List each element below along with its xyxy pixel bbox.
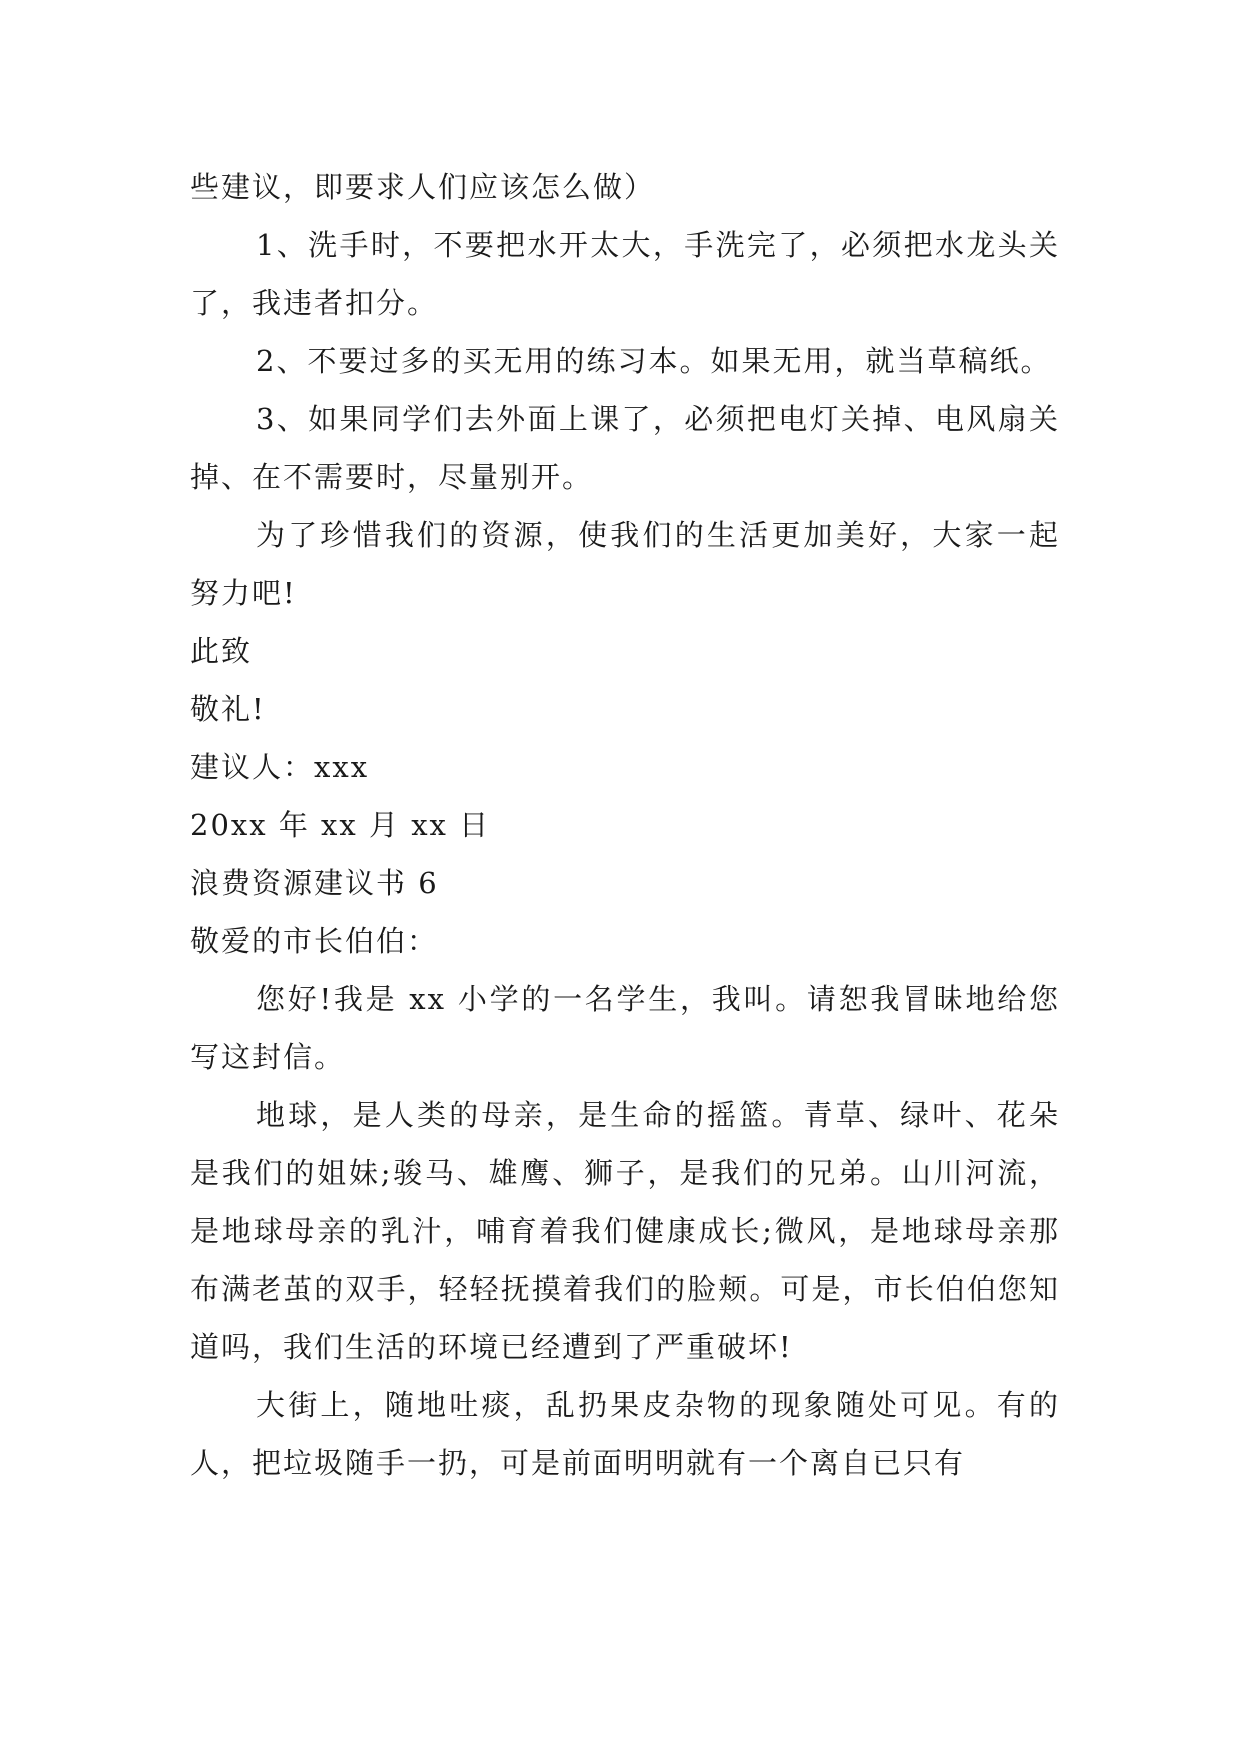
signature-proposer: 建议人：xxx xyxy=(190,750,370,784)
salutation-jingli: 敬礼! xyxy=(190,692,266,726)
salutation-cizhi: 此致 xyxy=(190,634,253,668)
letter-body-street: 大街上，随地吐痰，乱扔果皮杂物的现象随处可见。有的人，把垃圾随手一扔，可是前面明明就有一个离自已只有 xyxy=(190,1388,1060,1480)
paragraph-continuation: 些建议，即要求人们应该怎么做） xyxy=(190,170,656,204)
suggestion-item-3: 3、如果同学们去外面上课了，必须把电灯关掉、电风扇关掉、在不需要时，尽量别开。 xyxy=(190,402,1060,494)
document-body xyxy=(190,158,1060,1492)
closing-appeal: 为了珍惜我们的资源，使我们的生活更加美好，大家一起努力吧! xyxy=(190,518,1060,610)
letter-greeting: 敬爱的市长伯伯： xyxy=(190,924,439,958)
section-title: 浪费资源建议书 6 xyxy=(190,866,439,900)
letter-body-earth: 地球，是人类的母亲，是生命的摇篮。青草、绿叶、花朵是我们的姐妹;骏马、雄鹰、狮子，是我们的兄弟。山川河流，是地球母亲的乳汁，哺育着我们健康成长;微风，是地球母亲那布满老茧的双手，轻轻抚摸着我们的脸颊。可是，市长伯伯您知道吗，我们生活的环境已经遭到了严重破坏! xyxy=(190,1098,1060,1364)
suggestion-item-2: 2、不要过多的买无用的练习本。如果无用，就当草稿纸。 xyxy=(256,344,1052,378)
suggestion-item-1: 1、洗手时，不要把水开太大，手洗完了，必须把水龙头关了，我违者扣分。 xyxy=(190,228,1060,320)
letter-date: 20xx 年 xx 月 xx 日 xyxy=(190,808,491,842)
letter-intro: 您好!我是 xx 小学的一名学生，我叫。请恕我冒昧地给您写这封信。 xyxy=(190,982,1060,1074)
